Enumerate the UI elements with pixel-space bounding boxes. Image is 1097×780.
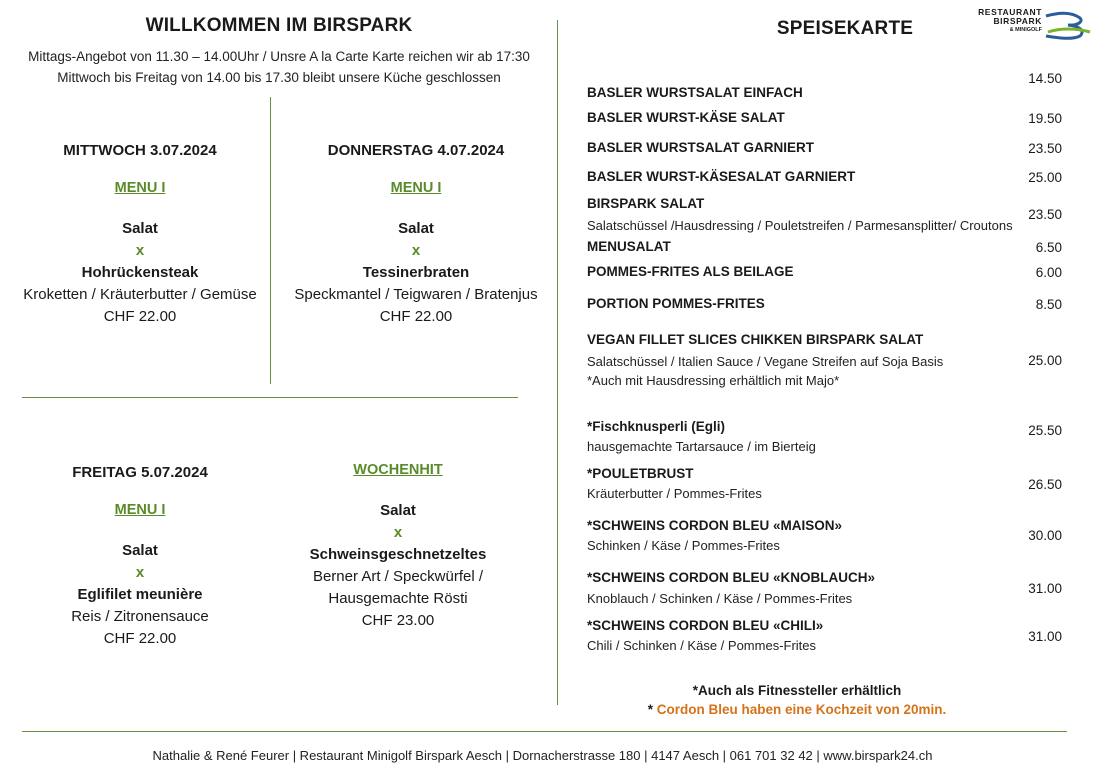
menu-item-name: *Fischknusperli (Egli): [587, 419, 726, 434]
menu-item-description: hausgemachte Tartarsauce / im Bierteig: [587, 439, 816, 454]
dish-main: Tessinerbraten: [362, 264, 470, 281]
divider-days-horizontal: [22, 397, 518, 398]
dish-main: Eglifilet meunière: [77, 586, 203, 603]
menu-item-name: *SCHWEINS CORDON BLEU «CHILI»: [587, 618, 824, 633]
menu-link[interactable]: MENU I: [390, 180, 442, 196]
dish-main: Schweinsgeschnetzeltes: [309, 546, 487, 563]
dish: [10, 218, 270, 328]
menu-item-price: 6.50: [1035, 240, 1062, 255]
dish: [281, 218, 551, 328]
dish-price: CHF 23.00: [361, 612, 435, 629]
dish-starter: Salat: [122, 542, 158, 559]
menu-item-name: BIRSPARK SALAT: [587, 196, 705, 211]
menu-item-description: Salatschüssel /Hausdressing / Pouletstreifen / Parmesansplitter/ Croutons: [587, 218, 1013, 233]
intro-line-2: Mittwoch bis Freitag von 14.00 bis 17.30 bleibt unsere Küche geschlossen: [57, 70, 501, 85]
dish-description: Berner Art / Speckwürfel /: [312, 568, 484, 585]
menu-item-name: BASLER WURSTSALAT EINFACH: [587, 85, 803, 100]
menu-item-price: 26.50: [1028, 477, 1062, 492]
menu-item-price: 31.00: [1028, 581, 1062, 596]
dish-price: CHF 22.00: [103, 308, 177, 325]
menu-item-description: Chili / Schinken / Käse / Pommes-Frites: [587, 638, 817, 653]
menu-link[interactable]: MENU I: [114, 502, 166, 518]
dish-description-2: Hausgemachte Rösti: [328, 590, 468, 607]
menu-item-description: Knoblauch / Schinken / Käse / Pommes-Frites: [587, 591, 853, 606]
dish-description: Speckmantel / Teigwaren / Bratenjus: [294, 286, 538, 303]
day-block-thursday: [281, 142, 551, 328]
note-text: Cordon Bleu haben eine Kochzeit von 20min.: [656, 702, 947, 717]
divider-main-vertical: [557, 20, 558, 705]
menu-item-name: BASLER WURST-KÄSE SALAT: [587, 110, 785, 125]
page-title: WILLKOMMEN IM BIRSPARK: [145, 15, 413, 36]
footer-contact: Nathalie & René Feurer | Restaurant Minigolf Birspark Aesch | Dornacherstrasse 180 | 4147 Aesch | 061 701 32 42 | www.birspark24.ch: [152, 748, 933, 763]
day-block-wednesday: [10, 142, 270, 328]
menu-item-name: BASLER WURSTSALAT GARNIERT: [587, 140, 814, 155]
note-cordon-bleu: [580, 702, 1014, 717]
dish-price: CHF 22.00: [103, 630, 177, 647]
menu-item-name: POMMES-FRITES ALS BEILAGE: [587, 264, 794, 279]
logo-line-1: RESTAURANT: [978, 7, 1042, 17]
wochenhit-block: [268, 462, 528, 632]
dish-separator: x: [411, 242, 421, 259]
dish-separator: x: [393, 524, 403, 541]
menu-item-price: 23.50: [1028, 141, 1062, 156]
day-label: DONNERSTAG 4.07.2024: [327, 142, 505, 159]
dish: [10, 540, 270, 650]
dish-description: Kroketten / Kräuterbutter / Gemüse: [23, 286, 257, 303]
menu-item-price: 19.50: [1028, 111, 1062, 126]
note-star: *: [647, 702, 653, 717]
day-label: FREITAG 5.07.2024: [72, 464, 208, 481]
logo-line-2: BIRSPARK: [993, 16, 1042, 26]
menu-item-price: 30.00: [1028, 528, 1062, 543]
dish-description: Reis / Zitronensauce: [71, 608, 209, 625]
menu-item-price: 31.00: [1028, 629, 1062, 644]
menu-item-description-2: *Auch mit Hausdressing erhältlich mit Majo*: [587, 373, 840, 388]
note-fitness: *Auch als Fitnessteller erhältlich: [692, 683, 902, 698]
menu-item-price: 14.50: [1028, 71, 1062, 86]
menu-item-price: 25.50: [1028, 423, 1062, 438]
divider-days-vertical: [270, 97, 271, 384]
menu-item-price: 25.00: [1028, 353, 1062, 368]
menu-list: [587, 0, 1067, 700]
dish: [268, 500, 528, 632]
dish-starter: Salat: [380, 502, 416, 519]
menu-item-name: *POULETBRUST: [587, 466, 694, 481]
menu-item-price: 6.00: [1035, 265, 1062, 280]
menu-item-description: Kräuterbutter / Pommes-Frites: [587, 486, 762, 501]
dish-starter: Salat: [398, 220, 434, 237]
dish-price: CHF 22.00: [379, 308, 453, 325]
day-label: MITTWOCH 3.07.2024: [63, 142, 217, 159]
day-block-friday: [10, 464, 270, 650]
menu-item-name: *SCHWEINS CORDON BLEU «KNOBLAUCH»: [587, 570, 876, 585]
dish-main: Hohrückensteak: [81, 264, 199, 281]
dish-separator: x: [135, 242, 145, 259]
menu-item-description: Salatschüssel / Italien Sauce / Vegane Streifen auf Soja Basis: [587, 354, 944, 369]
dish-starter: Salat: [122, 220, 158, 237]
menu-item-price: 23.50: [1028, 207, 1062, 222]
menu-link[interactable]: MENU I: [114, 180, 166, 196]
logo-line-3: & MINIGOLF: [1009, 27, 1042, 33]
dish-separator: x: [135, 564, 145, 581]
divider-footer: [22, 731, 1067, 732]
intro-line-1: Mittags-Angebot von 11.30 – 14.00Uhr / Unsre A la Carte Karte reichen wir ab 17:30: [28, 49, 530, 64]
menu-item-name: *SCHWEINS CORDON BLEU «MAISON»: [587, 518, 843, 533]
menu-item-name: PORTION POMMES-FRITES: [587, 296, 765, 311]
menu-item-price: 8.50: [1035, 297, 1062, 312]
menu-item-name: VEGAN FILLET SLICES CHIKKEN BIRSPARK SALAT: [587, 332, 924, 347]
speisekarte-title: SPEISEKARTE: [776, 18, 914, 39]
menu-item-name: BASLER WURST-KÄSESALAT GARNIERT: [587, 169, 856, 184]
menu-item-description: Schinken / Käse / Pommes-Frites: [587, 538, 780, 553]
menu-item-price: 25.00: [1028, 170, 1062, 185]
wochenhit-link[interactable]: WOCHENHIT: [353, 462, 443, 478]
menu-item-name: MENUSALAT: [587, 239, 671, 254]
